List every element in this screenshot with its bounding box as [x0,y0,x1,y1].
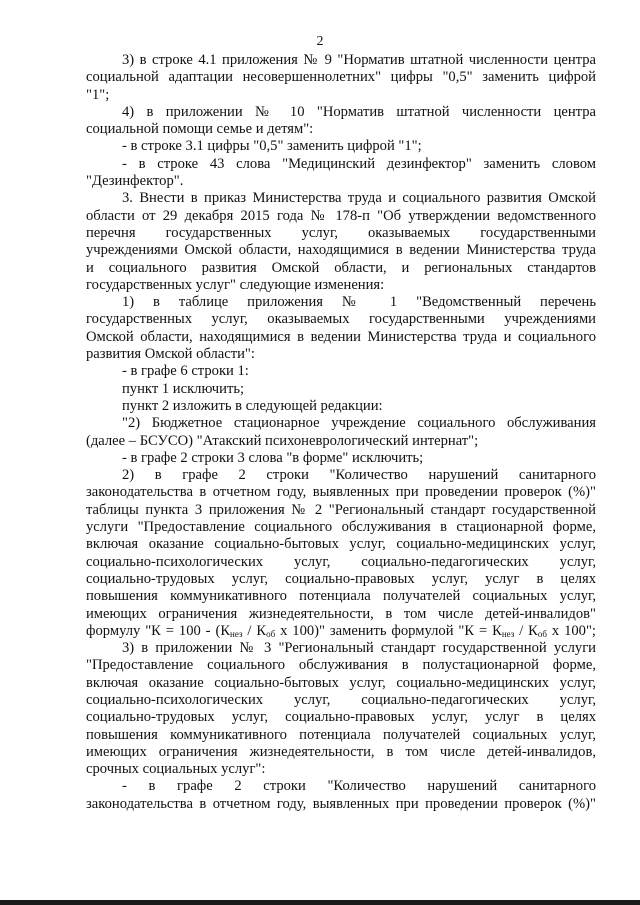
text-line: срочных социальных услуг": [86,761,266,778]
text-line: Омской области, находящимися в ведении Министерства труда и социального [86,328,596,345]
text-line: имеющих ограничения жизнедеятельности, в том числе детей-инвалидов, [86,743,596,760]
text-line: социальной помощи семье и детям": [86,121,314,138]
text-line: 2) в графе 2 строки "Количество нарушений санитарного [122,467,596,484]
text-line: законодательства в отчетном году, выявленных при проведении проверок (%)" [86,795,596,812]
text-line: развития Омской области": [86,346,255,363]
text-line: повышения коммуникативного потенциала получателей социальных услуг, [86,726,596,743]
text-line: услуги "Предоставление социального обслуживания в стационарной форме, [86,519,596,536]
text-line: социально-трудовых услуг, социально-правовых услуг, услуг в целях [86,709,596,726]
text-line: формулу "$К = 100 - (К_{нез} / К_{об}$ х 100)" заменить формулой "$К = К_{нез} / К_{об}$ х 100"; [86,622,596,639]
text-line: - в строке 3.1 цифры "0,5" заменить цифрой "1"; [122,138,422,155]
text-line: "Предоставление социального обслуживания в полустационарной форме, [86,657,596,674]
text-line: пункт 1 исключить; [122,380,245,397]
text-line: "1"; [86,86,110,103]
text-line: - в графе 2 строки "Количество нарушений санитарного [122,778,596,795]
text-line: социально-психологических услуг, социально-педагогических услуг, [86,691,596,708]
text-line: социально-психологических услуг, социально-педагогических услуг, [86,553,596,570]
text-line: 3) в приложении № 3 "Региональный стандарт государственной услуги [122,640,596,657]
text-line: законодательства в отчетном году, выявленных при проведении проверок (%)" [86,484,596,501]
text-line: включая оказание социально-бытовых услуг, социально-медицинских услуг, [86,536,596,553]
text-line: "Дезинфектор". [86,173,184,190]
text-line: 4) в приложении № 10 "Норматив штатной численности центра [122,103,596,120]
text-line: включая оказание социально-бытовых услуг, социально-медицинских услуг, [86,674,596,691]
text-line: 3) в строке 4.1 приложения № 9 "Норматив штатной численности центра [122,52,596,68]
text-line: пункт 2 изложить в следующей редакции: [122,397,383,414]
text-line: (далее – БСУСО) "Атакский психоневрологический интернат"; [86,432,479,449]
text-line: "2) Бюджетное стационарное учреждение социального обслуживания [122,415,596,432]
text-line: и социального развития Омской области, и региональных стандартов [86,259,596,276]
page-number: 2 [316,34,324,49]
text-line: - в графе 6 строки 1: [122,363,249,380]
text-line: таблицы пункта 3 приложения № 2 "Региональный стандарт государственной [86,501,596,518]
text-line: государственных услуг" следующие изменения: [86,276,385,293]
document-body [86,52,596,813]
text-line: перечня государственных услуг, оказываемых государственными [86,224,596,241]
text-line: - в строке 43 слова "Медицинский дезинфектор" заменить словом [122,155,596,172]
scan-bottom-edge [0,900,640,905]
text-line: области от 29 декабря 2015 года № 178-п "Об утверждении ведомственного [86,207,596,224]
text-line: - в графе 2 строки 3 слова "в форме" исключить; [122,449,424,466]
text-line: государственных услуг, оказываемых государственными учреждениями [86,311,596,328]
text-line: учреждениями Омской области, находящимися в ведении Министерства труда [86,242,596,259]
text-line: социальной адаптации несовершеннолетних" цифры "0,5" заменить цифрой [86,69,596,86]
text-line: 3. Внести в приказ Министерства труда и социального развития Омской [122,190,596,207]
text-line: имеющих ограничения жизнедеятельности, в том числе детей-инвалидов" [86,605,596,622]
text-line: 1) в таблице приложения № 1 "Ведомственный перечень [122,294,596,311]
text-line: повышения коммуникативного потенциала получателей социальных услуг, [86,588,596,605]
text-line: социально-трудовых услуг, социально-правовых услуг, услуг в целях [86,570,596,587]
